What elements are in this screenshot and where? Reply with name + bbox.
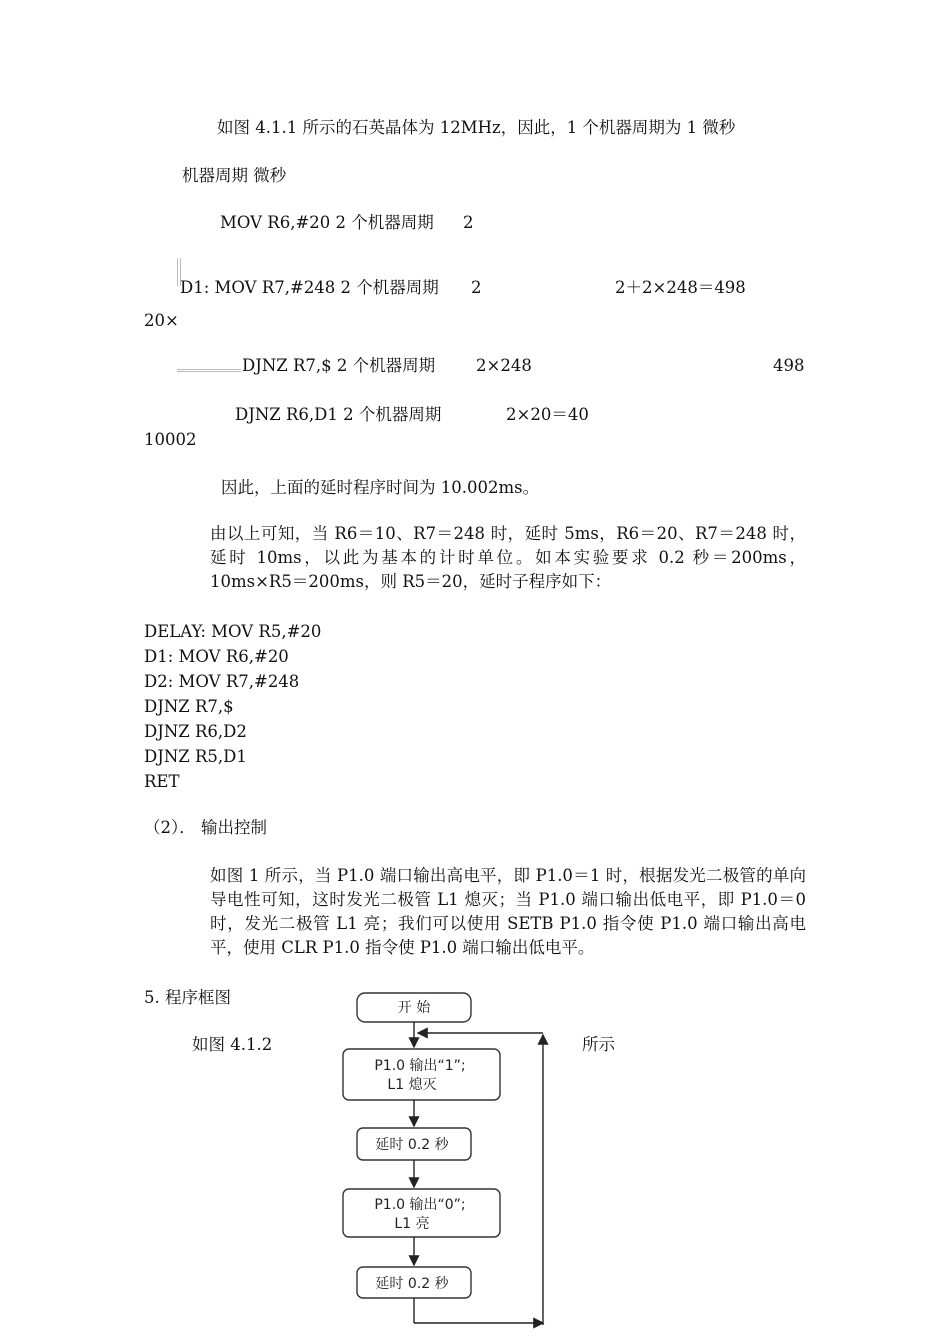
flowchart-delay-label-2: 延时 0.2 秒 [375, 1276, 449, 1292]
section-heading-output-control: （2）． 输出控制 [144, 818, 267, 837]
timing-row-1-instruction: MOV R6,#20 2 个机器周期 [220, 213, 434, 232]
timing-row-2-instruction: D1: MOV R7,#248 2 个机器周期 [180, 278, 439, 297]
program-flowchart [340, 985, 560, 1340]
code-line: DJNZ R6,D2 [144, 722, 247, 741]
code-line: DELAY: MOV R5,#20 [144, 622, 322, 641]
flowchart-start-label: 开 始 [397, 1000, 431, 1016]
flowchart-delay-label-1: 延时 0.2 秒 [375, 1137, 449, 1153]
timing-row-4-instruction: DJNZ R6,D1 2 个机器周期 [235, 405, 442, 424]
timing-row-3-instruction: DJNZ R7,$ 2 个机器周期 [242, 356, 436, 375]
conclusion-text: 因此，上面的延时程序时间为 10.002ms。 [221, 478, 540, 497]
code-line: RET [144, 772, 180, 791]
intro-line-2: 机器周期 微秒 [182, 166, 287, 185]
flowchart-output-high-line-2: L1 熄灭 [387, 1077, 437, 1093]
flowchart-output-low-line-2: L1 亮 [394, 1216, 430, 1232]
flowchart-output-low-line-1: P1.0 输出“0”; [374, 1197, 466, 1213]
timing-row-3-cycles: 2×248 [476, 356, 532, 375]
code-line: DJNZ R7,$ [144, 697, 234, 716]
timing-row-4-total: 10002 [144, 430, 197, 449]
timing-row-4-cycles: 2×20＝40 [506, 405, 589, 424]
timing-row-2-cycles: 2 [471, 278, 482, 297]
intro-line-1: 如图 4.1.1 所示的石英晶体为 12MHz，因此，1 个机器周期为 1 微秒 [217, 118, 736, 137]
timing-row-3-total: 498 [773, 356, 805, 375]
code-line: DJNZ R5,D1 [144, 747, 247, 766]
flowchart-output-high-line-1: P1.0 输出“1”; [374, 1058, 466, 1074]
timing-row-1-cycles: 2 [463, 213, 474, 232]
figure-reference-right: 所示 [582, 1035, 615, 1054]
figure-reference-left: 如图 4.1.2 [192, 1035, 273, 1054]
code-line: D2: MOV R7,#248 [144, 672, 300, 691]
paragraph-output-control: 如图 1 所示，当 P1.0 端口输出高电平，即 P1.0＝1 时，根据发光二极管的单向导电性可知，这时发光二极管 L1 熄灭；当 P1.0 端口输出低电平，即 P1.0＝0 时，发光二极管 L1 亮；我们可以使用 SETB P1.0 指令使 P1.0 端口输出高电平，使用 CLR P1.0 指令使 P1.0 端口输出低电平。 [210, 866, 806, 957]
section-heading-program-flowchart: 5. 程序框图 [144, 988, 231, 1007]
paragraph-delay-explanation: 由以上可知，当 R6＝10、R7＝248 时，延时 5ms，R6＝20、R7＝248 时，延时 10ms，以此为基本的计时单位。如本实验要求 0.2 秒＝200ms，10ms×R5＝200ms，则 R5＝20，延时子程序如下： [210, 524, 806, 591]
code-line: D1: MOV R6,#20 [144, 647, 289, 666]
timing-row-2-prefix: 20× [144, 311, 179, 330]
table-cell-border [177, 369, 241, 372]
timing-row-2-formula: 2＋2×248＝498 [615, 278, 746, 297]
